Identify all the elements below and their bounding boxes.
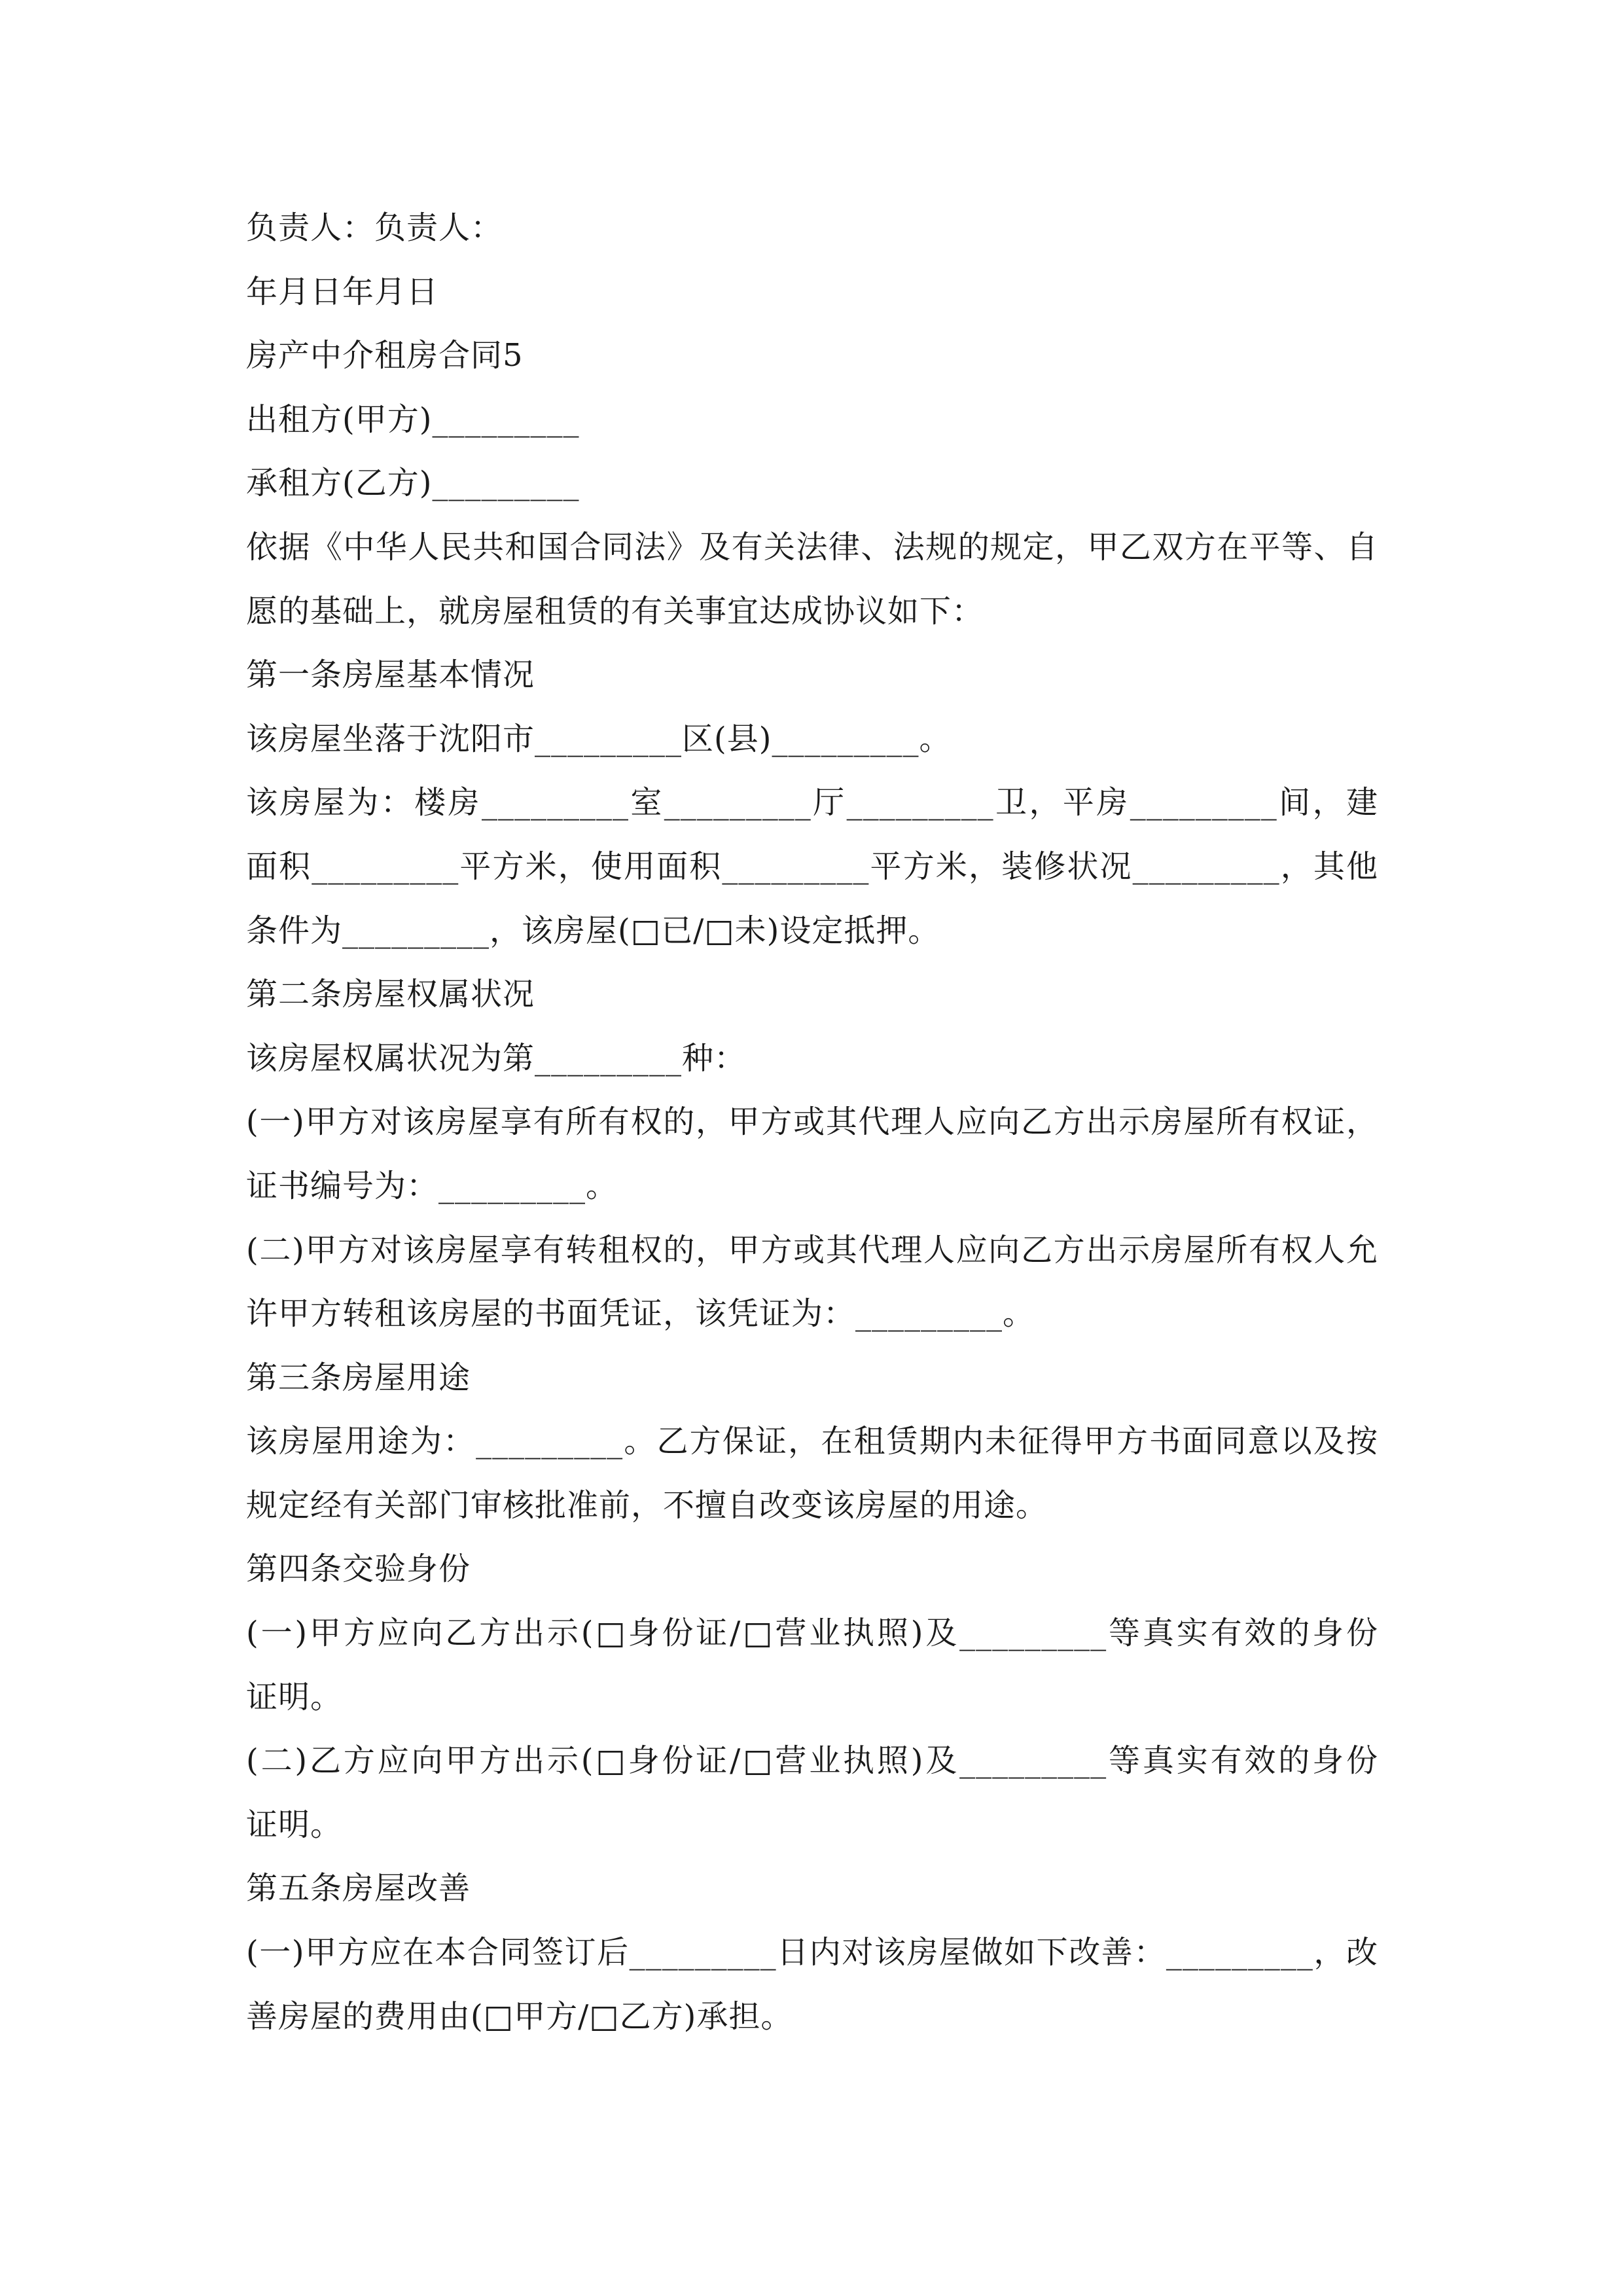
article-5-item-1-line-2: 善房屋的费用由(□甲方/□乙方)承担。 bbox=[246, 1998, 793, 2035]
article-5-item-1-line-1: (一)甲方应在本合同签订后_________日内对该房屋做如下改善：_________，改 bbox=[246, 1934, 1378, 1971]
date-line: 年月日年月日 bbox=[246, 273, 439, 310]
article-1-location: 该房屋坐落于沈阳市_________区(县)_________。 bbox=[246, 720, 952, 757]
article-3-heading: 第三条房屋用途 bbox=[246, 1359, 471, 1396]
article-2-item-1-line-1: (一)甲方对该房屋享有所有权的，甲方或其代理人应向乙方出示房屋所有权证， bbox=[246, 1103, 1378, 1141]
article-4-item-1-line-2: 证明。 bbox=[246, 1678, 343, 1715]
article-2-intro: 该房屋权属状况为第_________种： bbox=[246, 1039, 747, 1077]
article-2-item-2-line-1: (二)甲方对该房屋享有转租权的，甲方或其代理人应向乙方出示房屋所有权人允 bbox=[246, 1231, 1378, 1268]
article-4-item-2-line-1: (二)乙方应向甲方出示(□身份证/□营业执照)及_________等真实有效的身份 bbox=[246, 1742, 1378, 1780]
article-1-line-3: 条件为_________，该房屋(□已/□未)设定抵押。 bbox=[246, 912, 940, 949]
lessor-line: 出租方(甲方)_________ bbox=[246, 401, 580, 438]
article-1-line-2: 面积_________平方米，使用面积_________平方米，装修状况_________，其他 bbox=[246, 848, 1378, 885]
contract-title: 房产中介租房合同5 bbox=[246, 337, 524, 374]
article-1-line-1: 该房屋为：楼房_________室_________厅_________卫，平房_________间，建 bbox=[246, 784, 1378, 821]
signature-line: 负责人：负责人： bbox=[246, 209, 503, 246]
article-2-item-2-line-2: 许甲方转租该房屋的书面凭证，该凭证为：_________。 bbox=[246, 1295, 1035, 1333]
lessee-line: 承租方(乙方)_________ bbox=[246, 465, 580, 502]
article-2-item-1-line-2: 证书编号为：_________。 bbox=[246, 1167, 618, 1204]
article-4-heading: 第四条交验身份 bbox=[246, 1551, 471, 1588]
article-2-heading: 第二条房屋权属状况 bbox=[246, 976, 535, 1013]
preamble-line-2: 愿的基础上，就房屋租赁的有关事宜达成协议如下： bbox=[246, 592, 984, 630]
article-3-line-1: 该房屋用途为：_________。乙方保证，在租赁期内未征得甲方书面同意以及按 bbox=[246, 1423, 1378, 1460]
article-3-line-2: 规定经有关部门审核批准前，不擅自改变该房屋的用途。 bbox=[246, 1486, 1048, 1524]
article-4-item-1-line-1: (一)甲方应向乙方出示(□身份证/□营业执照)及_________等真实有效的身份 bbox=[246, 1615, 1378, 1652]
article-4-item-2-line-2: 证明。 bbox=[246, 1806, 343, 1843]
contract-body bbox=[246, 196, 1378, 2049]
article-5-heading: 第五条房屋改善 bbox=[246, 1870, 471, 1907]
preamble-line-1: 依据《中华人民共和国合同法》及有关法律、法规的规定，甲乙双方在平等、自 bbox=[246, 528, 1378, 565]
article-1-heading: 第一条房屋基本情况 bbox=[246, 656, 535, 694]
